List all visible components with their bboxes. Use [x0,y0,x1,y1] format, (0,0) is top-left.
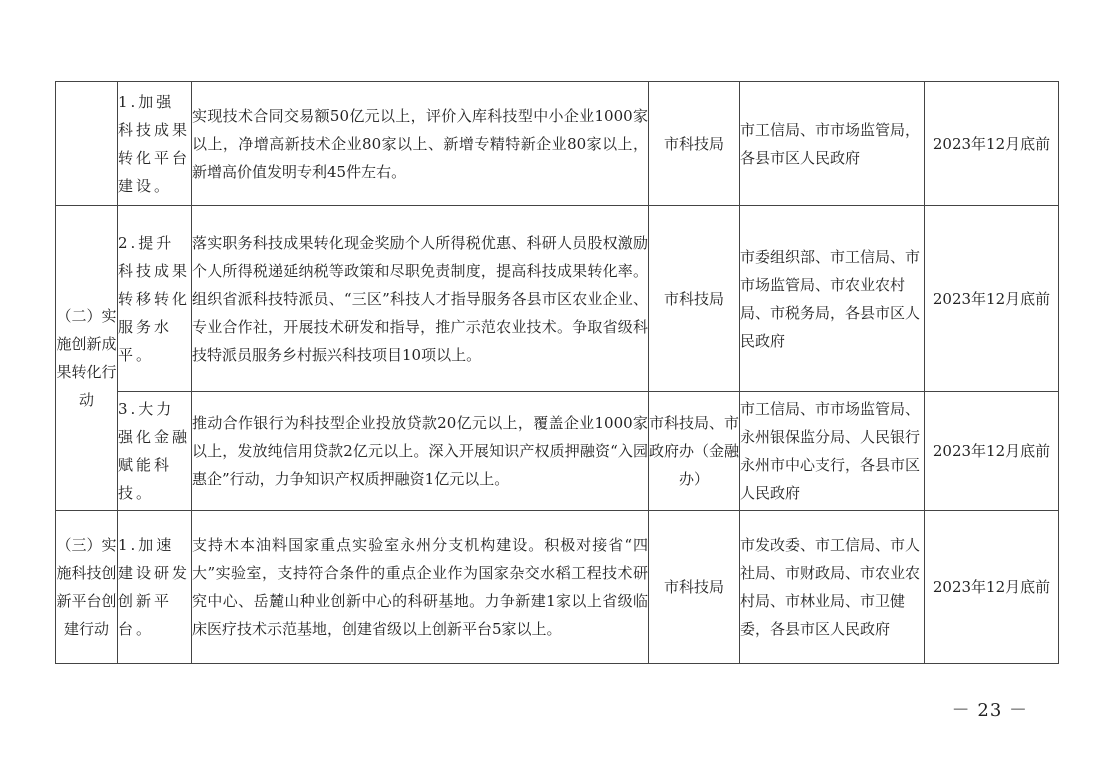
task-cell: 1.加速建设研发创新平台。 [118,511,192,664]
deadline-cell: 2023年12月底前 [925,392,1059,511]
table-row [56,511,1059,664]
cooperating-units-cell: 市发改委、市工信局、市人社局、市财政局、市农业农村局、市林业局、市卫健委，各县市区人民政府 [740,511,925,664]
category-cell: （三）实施科技创新平台创建行动 [56,511,118,664]
lead-unit-cell: 市科技局 [649,82,740,206]
table-row [56,392,1059,511]
description-cell: 支持木本油料国家重点实验室永州分支机构建设。积极对接省“四大”实验室，支持符合条件的重点企业作为国家杂交水稻工程技术研究中心、岳麓山种业创新中心的科研基地。力争新建1家以上省级临床医疗技术示范基地，创建省级以上创新平台5家以上。 [192,511,649,664]
task-cell: 1.加强科技成果转化平台建设。 [118,82,192,206]
cooperating-units-cell: 市委组织部、市工信局、市市场监管局、市农业农村局、市税务局，各县市区人民政府 [740,206,925,392]
deadline-cell: 2023年12月底前 [925,82,1059,206]
cooperating-units-cell: 市工信局、市市场监管局，各县市区人民政府 [740,82,925,206]
category-cell [56,82,118,206]
lead-unit-cell: 市科技局、市政府办（金融办） [649,392,740,511]
page-number: － 23 － [951,700,1028,721]
table-row [56,82,1059,206]
deadline-cell: 2023年12月底前 [925,206,1059,392]
category-cell: （二）实施创新成果转化行动 [56,206,118,511]
cooperating-units-cell: 市工信局、市市场监管局、永州银保监分局、人民银行永州市中心支行，各县市区人民政府 [740,392,925,511]
lead-unit-cell: 市科技局 [649,206,740,392]
lead-unit-cell: 市科技局 [649,511,740,664]
description-cell: 实现技术合同交易额50亿元以上，评价入库科技型中小企业1000家以上，净增高新技术企业80家以上、新增专精特新企业80家以上，新增高价值发明专利45件左右。 [192,82,649,206]
deadline-cell: 2023年12月底前 [925,511,1059,664]
description-cell: 推动合作银行为科技型企业投放贷款20亿元以上，覆盖企业1000家以上，发放纯信用贷款2亿元以上。深入开展知识产权质押融资“入园惠企”行动，力争知识产权质押融资1亿元以上。 [192,392,649,511]
table-row [56,206,1059,392]
task-cell: 2.提升科技成果转移转化服务水平。 [118,206,192,392]
plan-table [55,81,1059,664]
description-cell: 落实职务科技成果转化现金奖励个人所得税优惠、科研人员股权激励个人所得税递延纳税等政策和尽职免责制度，提高科技成果转化率。组织省派科技特派员、“三区”科技人才指导服务各县市区农业企业、专业合作社，开展技术研发和指导，推广示范农业技术。争取省级科技特派员服务乡村振兴科技项目10项以上。 [192,206,649,392]
task-cell: 3.大力强化金融赋能科技。 [118,392,192,511]
